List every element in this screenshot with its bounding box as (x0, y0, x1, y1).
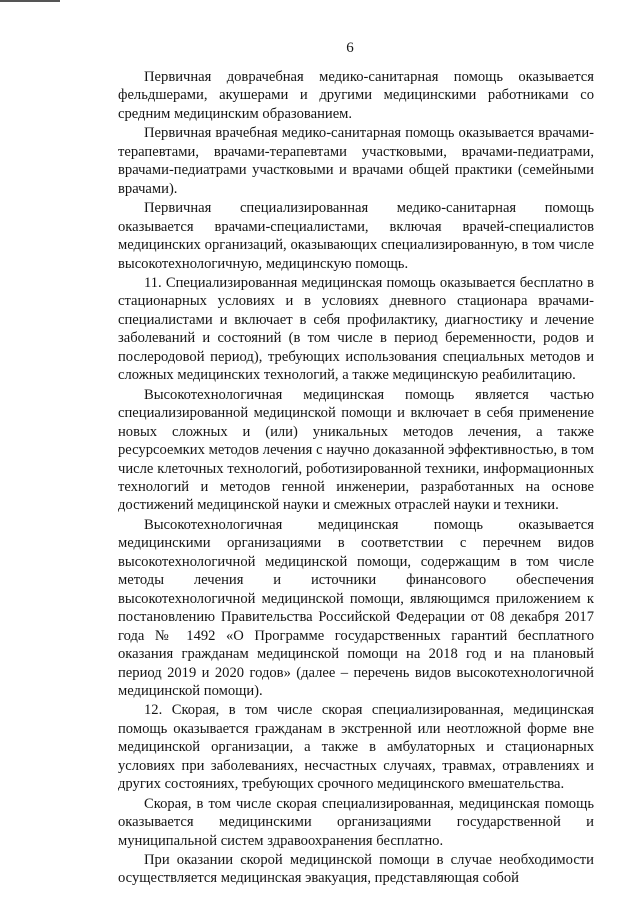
paragraph-primary-specialized-care: Первичная специализированная медико-санитарная помощь оказывается врачами-специалистами, включая врачей-специалистов медицинских организаций, оказывающих специализированную, в том числе высокотехнологичную, медицинскую помощь. (118, 200, 594, 272)
paragraph-high-tech-care-definition: Высокотехнологичная медицинская помощь является частью специализированной медицинской помощи и включает в себя применение новых сложных и (или) уникальных методов лечения, а также ресурсоемких методов лечения с научно доказанной эффективностью, в том числе клеточных технологий, роботизированной техники, информационных технологий и методов генной инженерии, разработанных на основе достижений медицинской науки и смежных отраслей науки и техники. (118, 386, 594, 514)
paragraph-medical-evacuation: При оказании скорой медицинской помощи в случае необходимости осуществляется медицинская эвакуация, представляющая собой (118, 852, 594, 887)
document-body (118, 68, 594, 888)
paragraph-item-12-emergency-care: 12. Скорая, в том числе скорая специализированная, медицинская помощь оказывается гражданам в экстренной или неотложной форме вне медицинской организации, а также в амбулаторных и стационарных условиях при заболеваниях, несчастных случаях, травмах, отравлениях и других состояниях, требующих срочного медицинского вмешательства. (118, 702, 594, 793)
paragraph-primary-prephysician-care: Первичная доврачебная медико-санитарная помощь оказывается фельдшерами, акушерами и другими медицинскими работниками со средним медицинским образованием. (118, 69, 594, 122)
paragraph-primary-physician-care: Первичная врачебная медико-санитарная помощь оказывается врачами-терапевтами, врачами-терапевтами участковыми, врачами-педиатрами, врачами-педиатрами участковыми и врачами общей практики (семейными врачами). (118, 125, 594, 197)
paragraph-emergency-care-free: Скорая, в том числе скорая специализированная, медицинская помощь оказывается медицинскими организациями государственной и муниципальной систем здравоохранения бесплатно. (118, 795, 594, 849)
paragraph-high-tech-care-providers: Высокотехнологичная медицинская помощь оказывается медицинскими организациями в соответствии с перечнем видов высокотехнологичной медицинской помощи, содержащим в том числе методы лечения и источники финансового обеспечения высокотехнологичной медицинской помощи, являющимся приложением к постановлению Правительства Российской Федерации от 08 декабря 2017 года № 1492 «О Программе государственных гарантий бесплатного оказания гражданам медицинской помощи на 2018 год и на плановый период 2019 и 2020 годов» (далее – перечень видов высокотехнологичной медицинской помощи). (118, 516, 594, 699)
page-number: 6 (346, 40, 354, 56)
paragraph-item-11-specialized-care: 11. Специализированная медицинская помощь оказывается бесплатно в стационарных условиях и в условиях дневного стационара врачами-специалистами и включает в себя профилактику, диагностику и лечение заболеваний и состояний (в том числе в период беременности, родов и послеродовой период), требующих использования специальных методов и сложных медицинских технологий, а также медицинскую реабилитацию. (118, 274, 594, 384)
top-edge-rule (0, 0, 60, 2)
